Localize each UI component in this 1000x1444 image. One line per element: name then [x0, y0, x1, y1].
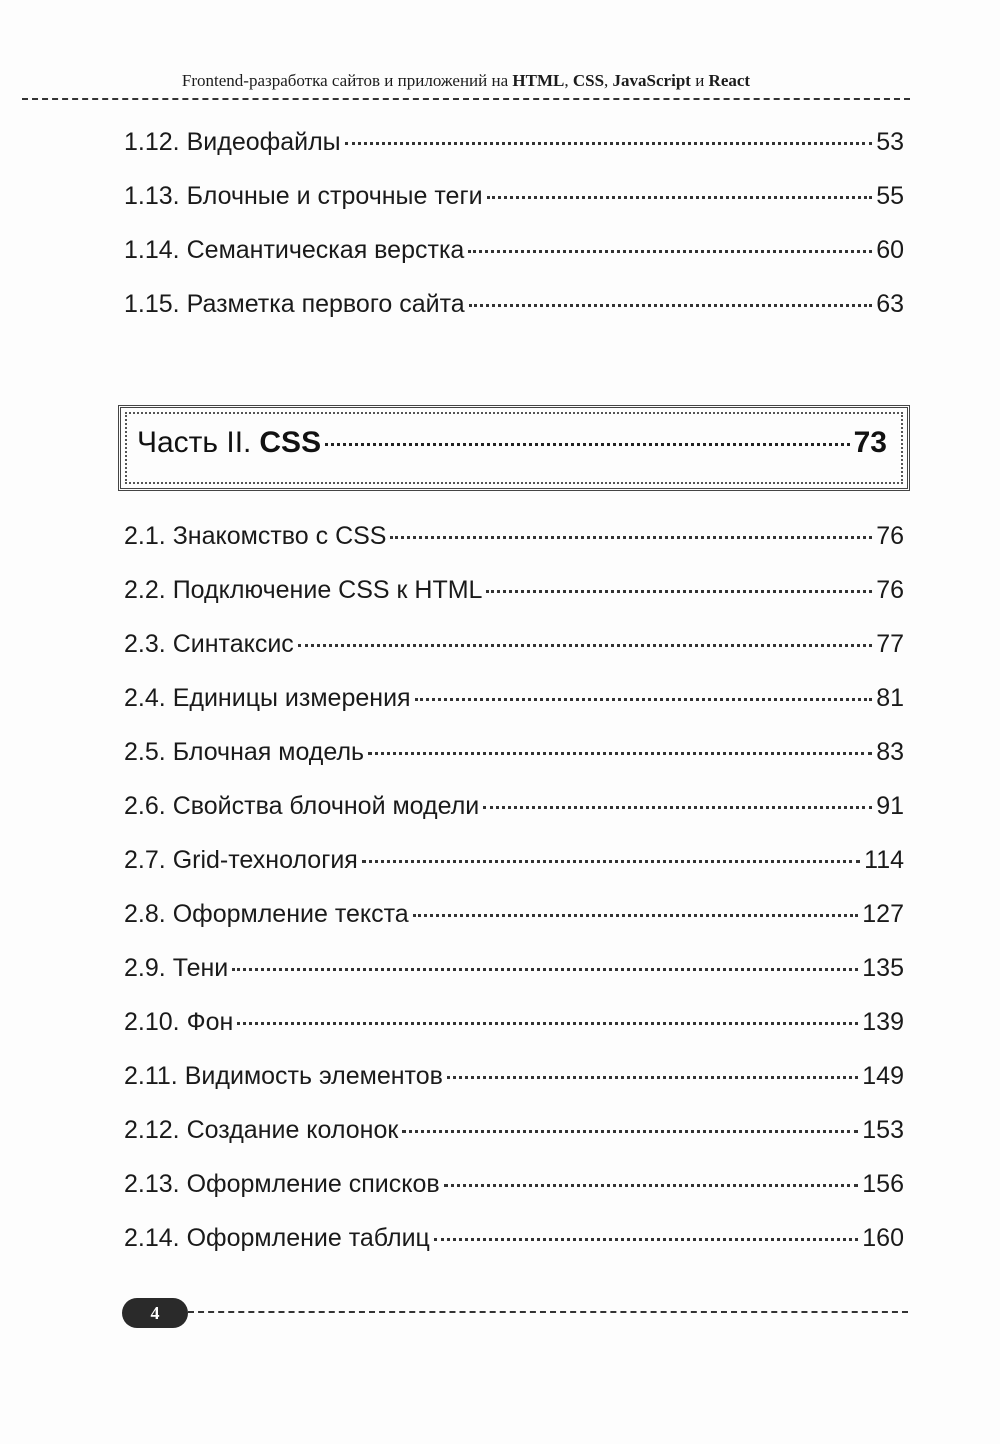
part-label: Часть II. — [137, 426, 252, 459]
toc-entry-number: 2.5. — [124, 738, 166, 766]
toc-entry-page: 77 — [876, 630, 904, 658]
toc-entry-number: 1.15. — [124, 290, 180, 318]
dot-leader — [413, 914, 859, 917]
toc-entry-number: 1.13. — [124, 182, 180, 210]
dot-leader — [325, 443, 850, 446]
header-js: JavaScript — [612, 71, 691, 90]
dot-leader — [444, 1184, 859, 1187]
toc-entry[interactable] — [124, 236, 904, 290]
toc-entry-title: Блочные и строчные теги — [186, 182, 483, 210]
part-heading — [137, 426, 887, 460]
dot-leader — [486, 590, 872, 593]
toc-entry[interactable] — [124, 900, 904, 954]
dot-leader — [345, 142, 873, 145]
toc-entry[interactable] — [124, 128, 904, 182]
toc-entry-title: Единицы измерения — [172, 684, 411, 712]
toc-entry-page: 127 — [862, 900, 904, 928]
toc-part1-list — [124, 128, 904, 344]
toc-entry-title: Видимость элементов — [184, 1062, 443, 1090]
dot-leader — [434, 1238, 858, 1241]
toc-entry[interactable] — [124, 290, 904, 344]
toc-entry-number: 1.14. — [124, 236, 180, 264]
toc-entry-title: Оформление текста — [172, 900, 409, 928]
dot-leader — [469, 304, 872, 307]
toc-entry-page: 114 — [864, 846, 904, 874]
page-number-badge: 4 — [122, 1298, 188, 1328]
toc-entry-title: Оформление таблиц — [186, 1224, 430, 1252]
toc-entry-page: 76 — [876, 522, 904, 550]
toc-entry-number: 2.11. — [124, 1062, 178, 1090]
toc-entry[interactable] — [124, 738, 904, 792]
header-and: и — [690, 71, 709, 90]
header-prefix: Frontend-разработка сайтов и приложений на — [181, 71, 513, 90]
toc-entry-title: Свойства блочной модели — [172, 792, 480, 820]
dot-leader — [368, 752, 872, 755]
dot-leader — [468, 250, 872, 253]
toc-entry-title: Оформление списков — [186, 1170, 440, 1198]
toc-entry-title: Семантическая верстка — [186, 236, 465, 264]
toc-entry[interactable] — [124, 1170, 904, 1224]
toc-entry-number: 2.6. — [124, 792, 166, 820]
toc-entry-title: Подключение CSS к HTML — [172, 576, 483, 604]
toc-entry[interactable] — [124, 1008, 904, 1062]
toc-entry-page: 135 — [862, 954, 904, 982]
dot-leader — [483, 806, 872, 809]
toc-entry-title: Тени — [172, 954, 229, 982]
toc-entry-page: 156 — [862, 1170, 904, 1198]
toc-entry-number: 2.13. — [124, 1170, 180, 1198]
toc-entry-page: 63 — [876, 290, 904, 318]
toc-entry[interactable] — [124, 954, 904, 1008]
header-html: HTML — [512, 71, 565, 90]
toc-entry-page: 60 — [876, 236, 904, 264]
toc-entry[interactable] — [124, 576, 904, 630]
toc-entry-page: 83 — [876, 738, 904, 766]
running-header — [22, 68, 910, 100]
dot-leader — [237, 1022, 858, 1025]
toc-entry-title: Блочная модель — [172, 738, 365, 766]
toc-entry-number: 2.1. — [124, 522, 166, 550]
header-sep1: , — [564, 71, 573, 90]
toc-entry-page: 53 — [876, 128, 904, 156]
toc-entry-page: 139 — [862, 1008, 904, 1036]
toc-entry-title: Знакомство с CSS — [172, 522, 387, 550]
toc-entry-page: 55 — [876, 182, 904, 210]
toc-entry[interactable] — [124, 182, 904, 236]
dot-leader — [487, 196, 873, 199]
toc-entry[interactable] — [124, 846, 904, 900]
toc-entry-number: 2.2. — [124, 576, 166, 604]
toc-entry[interactable] — [124, 1116, 904, 1170]
part-name: CSS — [259, 426, 322, 459]
dot-leader — [415, 698, 873, 701]
part-heading-box[interactable] — [118, 405, 910, 491]
toc-entry[interactable] — [124, 1224, 904, 1278]
toc-entry-number: 2.14. — [124, 1224, 180, 1252]
toc-entry-page: 76 — [876, 576, 904, 604]
toc-entry-number: 2.12. — [124, 1116, 180, 1144]
toc-entry-title: Grid-технология — [172, 846, 358, 874]
toc-entry-number: 2.8. — [124, 900, 166, 928]
toc-entry-page: 160 — [862, 1224, 904, 1252]
toc-entry-page: 153 — [862, 1116, 904, 1144]
toc-entry[interactable] — [124, 792, 904, 846]
dot-leader — [298, 644, 872, 647]
toc-entry-title: Разметка первого сайта — [186, 290, 465, 318]
header-css: CSS — [572, 71, 605, 90]
toc-entry-number: 2.4. — [124, 684, 166, 712]
toc-entry[interactable] — [124, 630, 904, 684]
toc-entry-page: 81 — [876, 684, 904, 712]
toc-entry-number: 2.10. — [124, 1008, 180, 1036]
toc-entry-title: Фон — [186, 1008, 234, 1036]
dot-leader — [447, 1076, 858, 1079]
toc-entry[interactable] — [124, 1062, 904, 1116]
header-react: React — [708, 71, 751, 90]
toc-entry-title: Видеофайлы — [186, 128, 341, 156]
header-sep2: , — [604, 71, 613, 90]
toc-entry-title: Синтаксис — [172, 630, 294, 658]
toc-entry-title: Создание колонок — [186, 1116, 399, 1144]
dot-leader — [402, 1130, 858, 1133]
toc-entry[interactable] — [124, 522, 904, 576]
toc-entry-number: 2.9. — [124, 954, 166, 982]
toc-entry-page: 149 — [862, 1062, 904, 1090]
toc-entry-number: 2.3. — [124, 630, 166, 658]
toc-entry[interactable] — [124, 684, 904, 738]
toc-entry-page: 91 — [876, 792, 904, 820]
toc-entry-number: 1.12. — [124, 128, 180, 156]
toc-part2-list — [124, 522, 904, 1278]
part-page: 73 — [853, 426, 887, 459]
dot-leader — [362, 860, 860, 863]
dot-leader — [390, 536, 872, 539]
footer-rule — [188, 1311, 908, 1313]
toc-entry-number: 2.7. — [124, 846, 166, 874]
dot-leader — [232, 968, 858, 971]
